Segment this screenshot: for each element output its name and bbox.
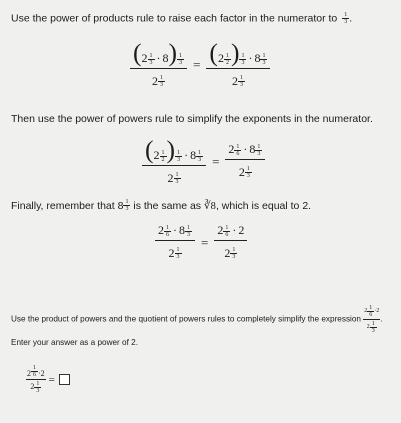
equation-3: 2 $\frac{1}{6}$ · 8 $\frac{1}{3}$ 2 $\frac{1}{3}$ = 2 $\frac{1}{6}$ · 2 2 $\frac{1}{3}$ [155, 223, 247, 262]
equation-2-rhs: 2 $\frac{1}{6}$ · 8 $\frac{1}{3}$ 2 $\frac{1}{3}$ [225, 142, 265, 181]
equation-1-rhs: ( 2 $\frac{1}{2}$ ) $\frac{1}{3}$ · 8 $\frac{1}{3}$ 2 $\frac{1}{3}$ [206, 40, 270, 90]
equation-3-lhs: 2 $\frac{1}{6}$ · 8 $\frac{1}{3}$ 2 $\frac{1}{3}$ [155, 223, 195, 262]
equation-1: ( 2 $\frac{1}{3}$ · 8 ) $\frac{1}{3}$ 2 $\frac{1}{3}$ = ( 2 $\frac{1}{2}$ ) $\frac{1}{3}$ · 8 $\frac{1}{3}$ 2 $\frac{1}{3}$ [130, 40, 270, 90]
equation-2-lhs: ( 2 $\frac{1}{2}$ ) $\frac{1}{3}$ · 8 $\frac{1}{3}$ 2 $\frac{1}{3}$ [142, 137, 206, 187]
question-text: Use the product of powers and the quotient of powers rules to completely simplify the expression 2 $\frac{1}{6}$ · 2 2 $\frac{1}{3}$ . [11, 305, 383, 334]
step1-text: Use the power of products rule to raise each factor in the numerator to [11, 12, 338, 25]
equation-2: ( 2 $\frac{1}{2}$ ) $\frac{1}{3}$ · 8 $\frac{1}{3}$ 2 $\frac{1}{3}$ = 2 $\frac{1}{6}$ · 8 $\frac{1}{3}$ 2 $\frac{1}{3}$ [142, 137, 265, 187]
instruction-step2: Then use the power of powers rule to simplify the exponents in the numerator. [11, 113, 373, 125]
question-expression: 2 $\frac{1}{6}$ · 2 2 $\frac{1}{3}$ [364, 305, 380, 334]
answer-row: 2 $\frac{1}{6}$ · 2 2 $\frac{1}{3}$ = [26, 365, 70, 394]
enter-instructions: Enter your answer as a power of 2. [11, 338, 138, 347]
instruction-step1: Use the power of products rule to raise each factor in the numerator to $\frac{1}{3}$ . [11, 12, 353, 25]
instruction-step3: Finally, remember that 8 $\frac{1}{3}$ is the same as ∛8, which is equal to 2. [11, 199, 312, 212]
equation-3-rhs: 2 $\frac{1}{6}$ · 2 2 $\frac{1}{3}$ [214, 223, 247, 262]
answer-expression: 2 $\frac{1}{6}$ · 2 2 $\frac{1}{3}$ [27, 365, 45, 394]
equation-1-lhs: ( 2 $\frac{1}{3}$ · 8 ) $\frac{1}{3}$ 2 $\frac{1}{3}$ [130, 40, 187, 90]
answer-input-box[interactable] [59, 374, 70, 385]
step1-exponent: $\frac{1}{3}$ [344, 12, 348, 25]
